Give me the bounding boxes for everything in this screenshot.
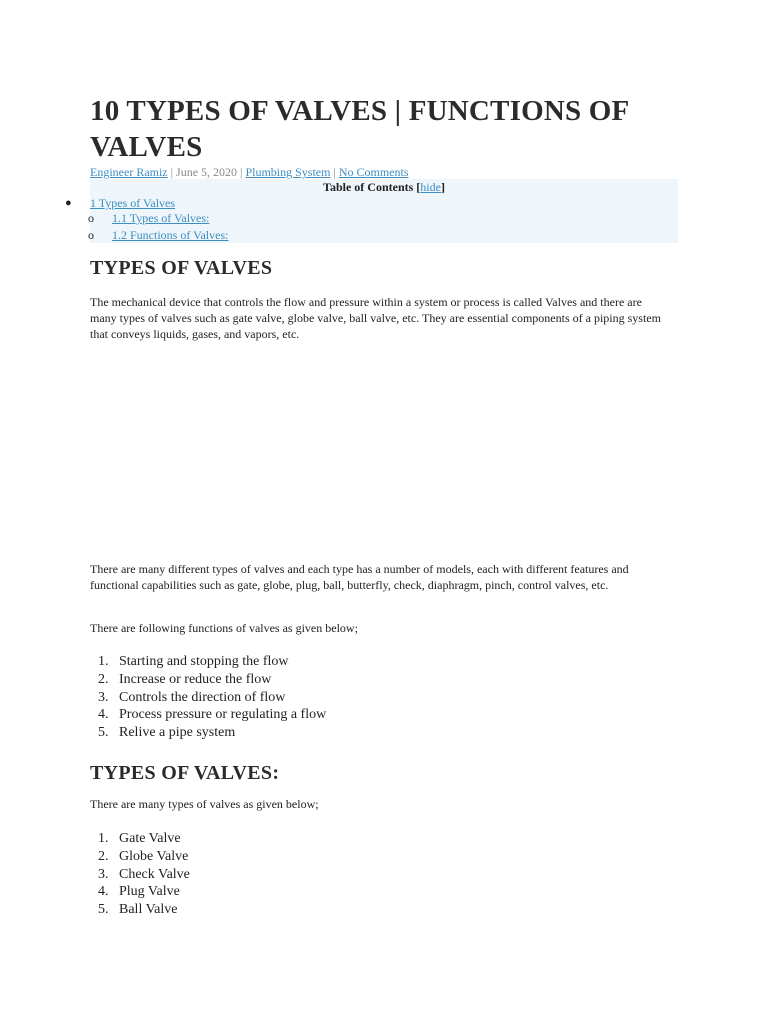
page-title: 10 TYPES OF VALVES | FUNCTIONS OF VALVES — [90, 95, 629, 163]
list-item: 3. Controls the direction of flow — [98, 689, 286, 705]
list-item: 3. Check Valve — [98, 866, 190, 882]
circle-bullet-icon: o — [88, 211, 94, 225]
circle-bullet-icon: o — [88, 228, 94, 242]
section-heading: TYPES OF VALVES — [90, 257, 273, 279]
list-item: 4. Process pressure or regulating a flow — [98, 707, 327, 723]
toc-title: Table of Contents — [323, 180, 414, 194]
list-item: 2. Globe Valve — [98, 848, 189, 864]
meta-separator: | — [237, 165, 246, 179]
list-item: 2. Increase or reduce the flow — [98, 671, 272, 687]
meta-separator: | — [330, 165, 339, 179]
paragraph: There are many types of valves as given below; — [90, 797, 319, 811]
toc-link-functions-of-valves[interactable]: 1.2 Functions of Valves: — [112, 228, 229, 242]
list-item: 5. Ball Valve — [98, 902, 178, 918]
paragraph: There are many different types of valves and each type has a number of models, each with different features and functional capabilities such as gate, globe, plug, ball, butterfly, check, diaphragm, pinch, control valves, etc. — [90, 562, 629, 592]
post-meta — [90, 165, 409, 180]
list-item: 1. Starting and stopping the flow — [98, 654, 289, 669]
post-date: June 5, 2020 — [176, 165, 238, 179]
bullet-icon: ● — [65, 197, 72, 209]
toc-item — [65, 196, 176, 211]
valve-types-list — [90, 830, 190, 919]
functions-list — [90, 653, 326, 742]
table-of-contents — [65, 179, 678, 243]
list-item: 1. Gate Valve — [98, 831, 181, 846]
author-link[interactable]: Engineer Ramiz — [90, 165, 168, 179]
paragraph: There are following functions of valves as given below; — [90, 621, 358, 635]
category-link[interactable]: Plumbing System — [245, 165, 331, 179]
toc-toggle-link[interactable]: hide — [420, 180, 441, 194]
comments-link[interactable]: No Comments — [338, 165, 409, 179]
list-item: 4. Plug Valve — [98, 884, 180, 900]
toc-bracket: [ — [413, 180, 421, 194]
toc-link-types-of-valves-sub[interactable]: 1.1 Types of Valves: — [112, 211, 210, 225]
section-heading: TYPES OF VALVES: — [90, 762, 280, 784]
paragraph: The mechanical device that controls the flow and pressure within a system or process is called Valves and there are many types of valves such as gate valve, globe valve, ball valve, etc. They are essential components of a piping system that conveys liquids, gases, and vapors, etc. — [90, 295, 661, 341]
meta-separator: | — [167, 165, 177, 179]
toc-bracket: ] — [440, 180, 445, 194]
toc-title-row — [90, 180, 678, 195]
toc-link-types-of-valves[interactable]: 1 Types of Valves — [90, 196, 176, 210]
list-item: 5. Relive a pipe system — [98, 725, 236, 741]
